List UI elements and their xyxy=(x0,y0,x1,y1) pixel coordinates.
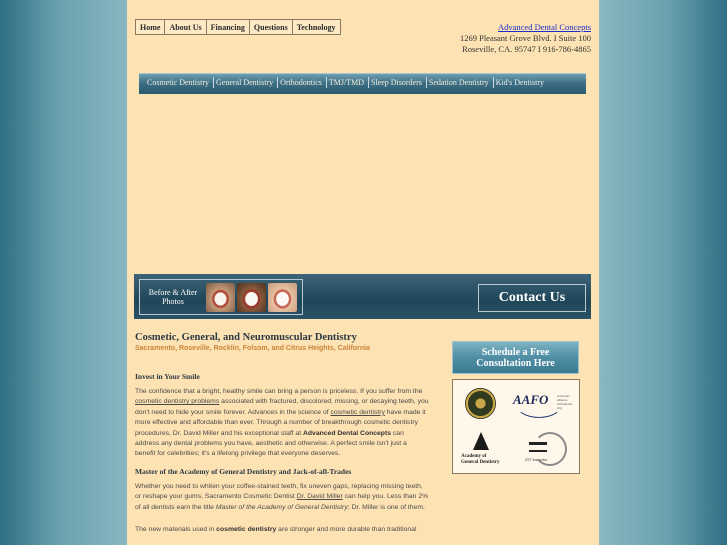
cosmetic-dentistry-link[interactable]: cosmetic dentistry xyxy=(330,408,385,416)
agd-triangle-icon xyxy=(473,432,489,450)
main-nav-kids[interactable]: Kid's Dentistry xyxy=(495,78,544,87)
section-paragraph-invest: The confidence that a bright, healthy smile can bring a person is priceless. If you suffer from the cosmetic dentistry problems associated with fractured, discolored, missing, or decaying teeth, you don't need to hide your smile forever. Advances in the science of cosmetic dentistry have made it more effective and affordable than ever. Through a number of breakthrough cosmetic dentistry procedures, Dr. David Miller and his exceptional staff at Advanced Dental Concepts can address any dental problems you have, aesthetic and otherwise. A perfect smile isn't just a benefit for celebrities; it's a lifelong privilege that everyone deserves. xyxy=(135,388,429,458)
page-subtitle: Sacramento, Roseville, Rocklin, Folsom, and Citrus Heights, California xyxy=(135,345,370,352)
cosmetic-problems-link[interactable]: cosmetic dentistry problems xyxy=(135,398,220,406)
nav-questions-link[interactable]: Questions xyxy=(250,20,293,34)
zst-logo-text: ZST Instructor xyxy=(525,458,548,462)
nav-financing-link[interactable]: Financing xyxy=(207,20,250,34)
main-nav-tmj[interactable]: TMJ/TMD xyxy=(327,77,369,88)
smile-photo-2 xyxy=(237,283,266,312)
aafo-subtext: American Alliance Orthodontic Org xyxy=(557,394,573,410)
promo-banner xyxy=(134,274,591,319)
zst-temple-icon xyxy=(529,442,547,452)
main-nav-orthodontics[interactable]: Orthodontics xyxy=(278,77,327,88)
nav-about-us-link[interactable]: About Us xyxy=(165,20,206,34)
top-nav xyxy=(135,19,341,35)
affiliation-logos xyxy=(452,379,580,474)
before-after-label: Before & After Photos xyxy=(148,288,198,306)
agd-logo xyxy=(461,432,501,468)
zst-logo xyxy=(523,432,571,468)
main-nav-cosmetic[interactable]: Cosmetic Dentistry xyxy=(145,77,214,88)
address-line-2: Roseville, CA. 95747 I 916-786-4865 xyxy=(462,44,591,54)
address-line-1: 1269 Pleasant Grove Blvd. I Suite 100 xyxy=(459,33,591,43)
before-after-photos-link[interactable] xyxy=(139,279,303,315)
main-nav-sedation[interactable]: Sedation Dentistry xyxy=(427,77,494,88)
main-nav-general[interactable]: General Dentistry xyxy=(214,77,278,88)
schedule-consultation-button[interactable]: Schedule a Free Consultation Here xyxy=(452,341,579,374)
dr-miller-link[interactable]: Dr. David Miller xyxy=(296,493,343,501)
aafo-logo: AAFO xyxy=(513,392,549,407)
seal-logo-icon xyxy=(465,388,496,419)
main-content xyxy=(135,331,429,535)
page-title: Cosmetic, General, and Neuromuscular Dentistry xyxy=(135,332,357,343)
smile-photo-1 xyxy=(206,283,235,312)
practice-address xyxy=(460,22,591,55)
practice-name-link[interactable]: Advanced Dental Concepts xyxy=(498,22,591,32)
main-nav-sleep[interactable]: Sleep Disorders xyxy=(369,77,427,88)
main-nav xyxy=(139,73,586,94)
nav-technology-link[interactable]: Technology xyxy=(296,23,336,32)
contact-us-button[interactable]: Contact Us xyxy=(478,284,586,312)
section-paragraph-master: Whether you need to whiten your coffee-stained teeth, fix uneven gaps, replacing missing teeth, or reshape your gums, Sacramento Cosmetic Dentist Dr. David Miller can help you. Less than 2% of all dentists earn the title Master of the Academy of General Dentistry; Dr. Miller is one of them. xyxy=(135,482,429,511)
smile-photo-3 xyxy=(268,283,297,312)
agd-logo-text: Academy of General Dentistry xyxy=(461,454,500,465)
nav-home-link[interactable]: Home xyxy=(136,20,165,34)
section-heading-master: Master of the Academy of General Dentistry and Jack-of-all-Trades xyxy=(135,466,352,476)
section-heading-invest: Invest in Your Smile xyxy=(135,372,200,381)
page-container xyxy=(127,0,599,545)
section-paragraph-materials: The new materials used in cosmetic dentistry are stronger and more durable than traditional xyxy=(135,526,417,534)
